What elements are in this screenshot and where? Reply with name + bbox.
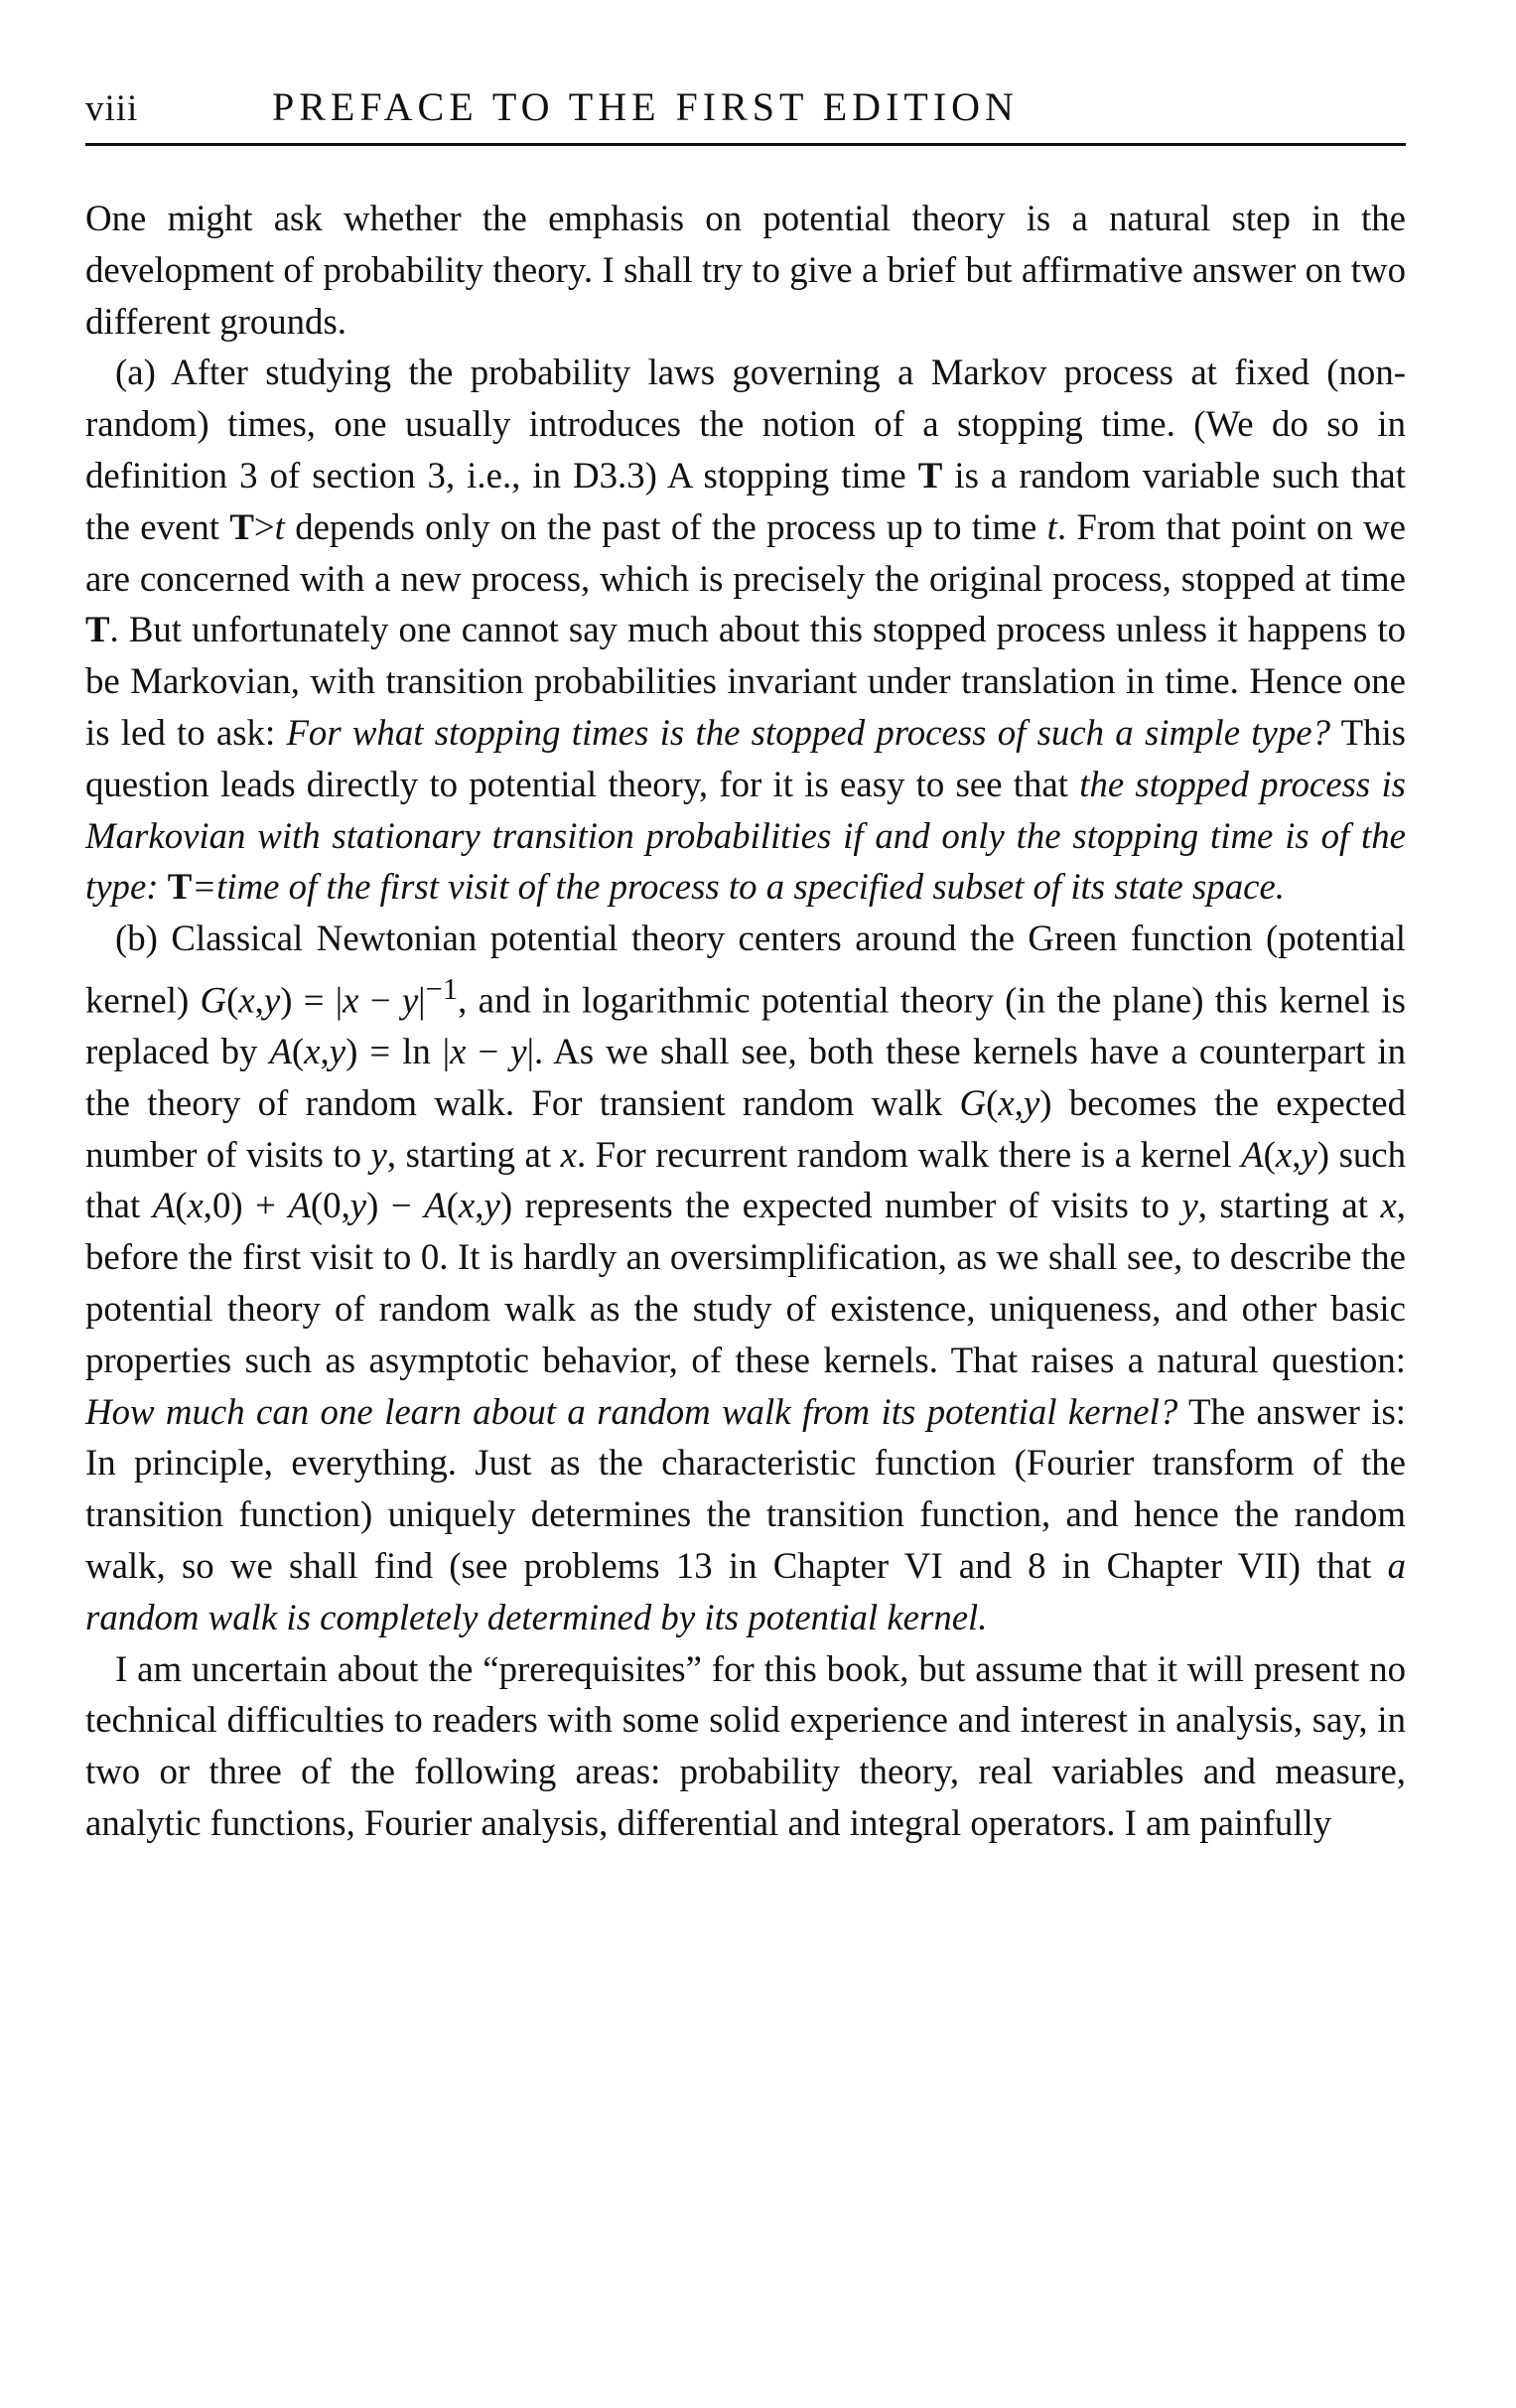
text-run: is a random variable such that the event [85, 454, 1406, 547]
italic-run: y [401, 979, 419, 1021]
italic-run: x [450, 1031, 467, 1072]
italic-run: t [274, 505, 285, 547]
text-run: > [253, 505, 275, 547]
running-title: PREFACE TO THE FIRST EDITION [272, 84, 1019, 129]
text-run: (a) After studying the probability laws governing a Markov process at fixed (non-random) times, one usually introduces the notion of a stopping time. (We do so in definition 3 of section 3, i.e., in D3.3) A stopping time [85, 352, 1406, 496]
text-run: | [418, 979, 426, 1021]
text-run: This question leads directly to potential theory, for it is easy to see that [85, 711, 1406, 804]
text-run: , [1292, 1133, 1302, 1175]
italic-run: y [1023, 1081, 1040, 1123]
italic-run: x [1275, 1133, 1293, 1175]
text-run: , [1014, 1081, 1024, 1123]
text-run: − [358, 979, 402, 1021]
italic-run: A [288, 1185, 311, 1226]
page-number: viii [85, 88, 139, 129]
text-run: . From that point on we are concerned with a new process, which is precisely the original process, stopped at time [85, 505, 1406, 599]
italic-run: x [238, 979, 255, 1021]
italic-run: y [1181, 1185, 1198, 1226]
page-header [85, 84, 1406, 146]
text-run: ( [1263, 1133, 1276, 1175]
italic-run: x [998, 1081, 1015, 1123]
text-run: , starting at [386, 1133, 561, 1175]
italic-run: x [560, 1133, 577, 1175]
italic-run: x [1380, 1185, 1397, 1226]
text-run: One might ask whether the emphasis on potential theory is a natural step in the development of probability theory. I shall try to give a brief but affirmative answer on two different grounds. [85, 198, 1406, 342]
italic-run: A [424, 1185, 447, 1226]
text-run: depends only on the past of the process up to time [284, 505, 1047, 547]
text-run: ) = | [280, 979, 344, 1021]
italic-run: x [458, 1185, 476, 1226]
text-run: , [475, 1185, 484, 1226]
text-run: ,0) + [203, 1185, 289, 1226]
italic-run: y [349, 1185, 367, 1226]
text-run: I am uncertain about the “prerequisites” for this book, but assume that it will present no technical difficulties to readers with some solid experience and interest in analysis, say, in two or three of the following areas: probability theory, real variables and measure, analytic functions, Fourier analysis, differential and integral operators. I am painfully [85, 1647, 1406, 1843]
text-run: . For recurrent random walk there is a kernel [576, 1133, 1242, 1175]
italic-run: the stopped process is Markovian with stationary transition probabilities if and only the stopping time is of the type: [85, 763, 1406, 908]
italic-run: =time of the first visit of the process to a specified subset of its state space. [192, 866, 1285, 908]
italic-run: y [510, 1031, 527, 1072]
text-run: − [466, 1031, 511, 1072]
text-run: , before the first visit to 0. It is hardly an oversimplification, as we shall see, to describe the potential theory of random walk as the study of existence, uniqueness, and other basic properties such as asymptotic behavior, of these kernels. That raises a natural question: [85, 1185, 1406, 1380]
paragraph-3 [85, 913, 1406, 1642]
italic-run: a random walk is completely determined by its potential kernel. [85, 1544, 1406, 1637]
italic-run: How much can one learn about a random walk from its potential kernel? [85, 1390, 1178, 1432]
italic-run: A [269, 1031, 292, 1072]
text-run: ) = ln | [345, 1031, 451, 1072]
italic-run: A [152, 1185, 176, 1226]
italic-run: t [1046, 505, 1057, 547]
paragraph-4 [85, 1643, 1406, 1849]
bold-run: T [917, 454, 943, 496]
italic-run: G [959, 1081, 987, 1123]
text-run: ( [291, 1031, 305, 1072]
italic-run: y [370, 1133, 387, 1175]
italic-run: x [343, 979, 359, 1021]
italic-run: y [483, 1185, 500, 1226]
paragraph-2 [85, 347, 1406, 913]
text-run: ( [446, 1185, 459, 1226]
italic-run: y [329, 1031, 346, 1072]
italic-run: x [304, 1031, 321, 1072]
text-run: (b) Classical Newtonian potential theory centers around the Green function (potential kernel) [85, 918, 1406, 1021]
superscript-run: −1 [425, 971, 459, 1006]
text-run: , starting at [1197, 1185, 1381, 1226]
text-run: ) − [366, 1185, 425, 1226]
italic-run: G [200, 979, 227, 1021]
text-run: ( [986, 1081, 999, 1123]
text-run: The answer is: In principle, everything. Just as the characteristic function (Fourier transform of the transition function) uniquely determines the transition function, and hence the random walk, so we shall find (see problems 13 in Chapter VI and 8 in Chapter VII) that [85, 1390, 1406, 1586]
italic-run: For what stopping times is the stopped process of such a simple type? [286, 711, 1330, 753]
body-text [85, 193, 1406, 1849]
text-run: |. As we shall see, both these kernels have a counterpart in the theory of random walk. For transient random walk [85, 1031, 1406, 1123]
text-run: ) represents the expected number of visits to [499, 1185, 1182, 1226]
text-run: ) such that [85, 1133, 1407, 1226]
text-run: . But unfortunately one cannot say much about this stopped process unless it happens to be Markovian, with transition probabilities invariant under translation in time. Hence one is led to ask: [85, 609, 1406, 753]
text-run: ( [175, 1185, 188, 1226]
bold-run: T [85, 609, 110, 650]
paragraph-1 [85, 193, 1406, 347]
text-run: ) becomes the expected number of visits to [85, 1081, 1406, 1175]
text-run: , [254, 979, 264, 1021]
text-run: (0, [310, 1185, 350, 1226]
italic-run: y [1301, 1133, 1317, 1175]
bold-run: T [229, 505, 254, 547]
bold-run: T [167, 866, 193, 908]
text-run: , [320, 1031, 330, 1072]
italic-run: A [1241, 1133, 1264, 1175]
text-run: ( [226, 979, 239, 1021]
italic-run: y [263, 979, 281, 1021]
italic-run: x [187, 1185, 204, 1226]
text-run: , and in logarithmic potential theory (in the plane) this kernel is replaced by [85, 979, 1406, 1072]
